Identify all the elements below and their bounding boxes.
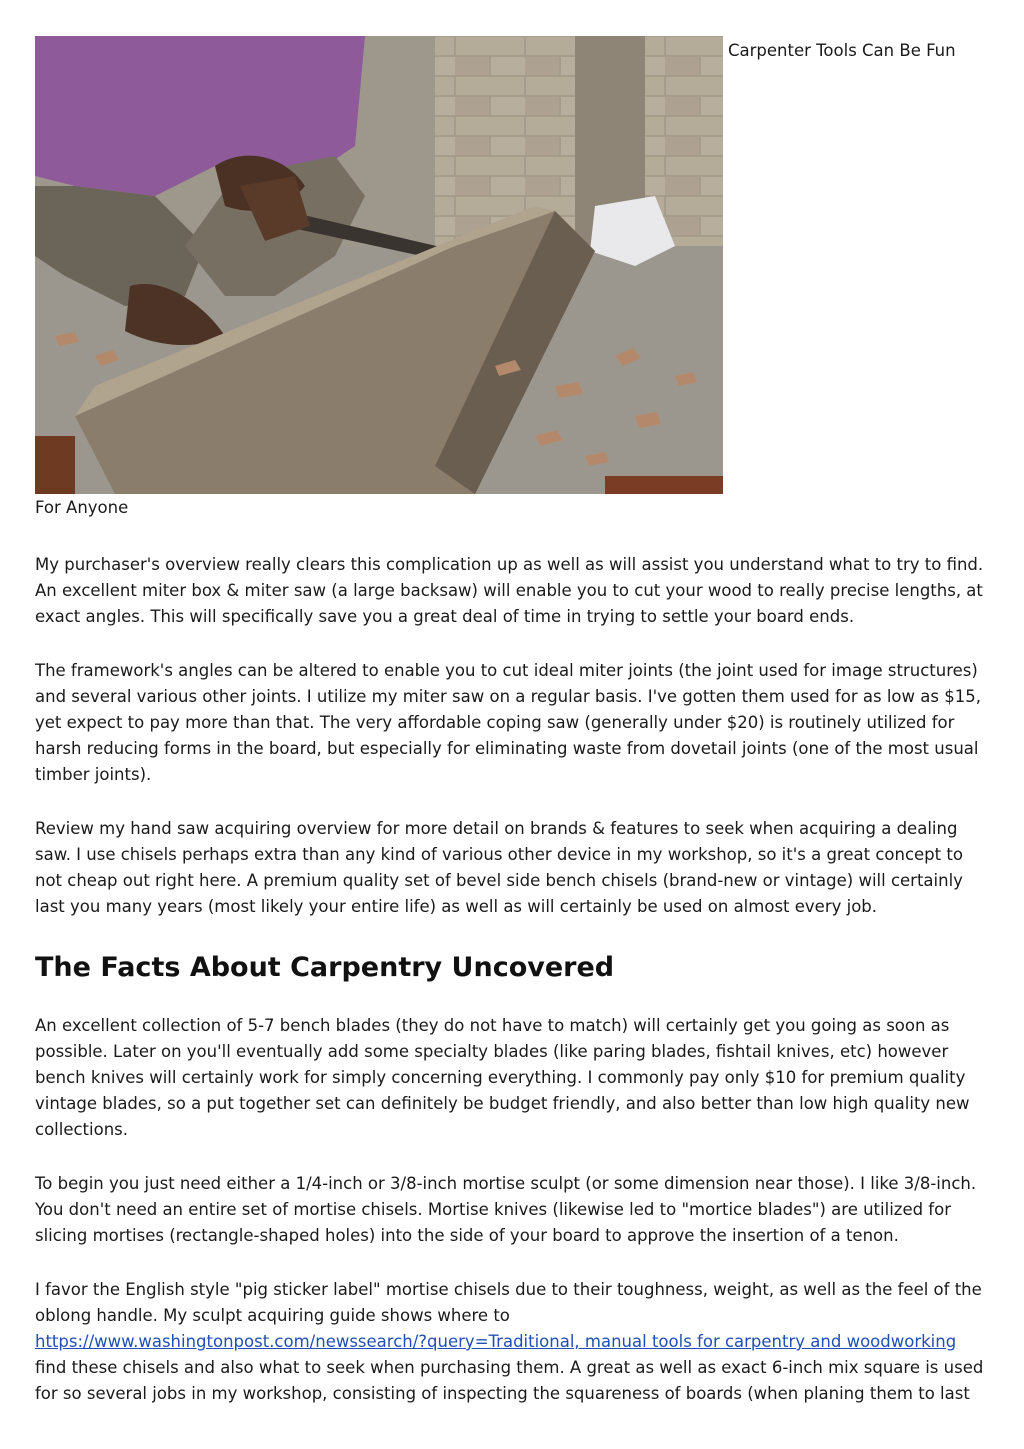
paragraph: To begin you just need either a 1/4-inch or 3/8-inch mortise sculpt (or some dimension near those). I like 3/8-inch. You don't need an entire set of mortise chisels. Mortise knives (likewise led to "mortice blades") are utilized for slicing mortises (rectangle-shaped holes) into the side of your board to approve the insertion of a tenon. [35, 1174, 977, 1245]
paragraph: My purchaser's overview really clears this complication up as well as will assist you understand what to try to find. An excellent miter box & miter saw (a large backsaw) will enable you to cut your wood to really precise lengths, at exact angles. This will specifically save you a great deal of time in trying to settle your board ends. [35, 555, 984, 626]
hero-row [35, 36, 995, 494]
article-title-part-2: For Anyone [35, 498, 129, 517]
section-heading: The Facts About Carpentry Uncovered [35, 952, 615, 983]
paragraph-text-after-link: find these chisels and also what to seek when purchasing them. A great as well as exact 6-inch mix square is used for so several jobs in my workshop, consisting of inspecting the squareness of boards (when planing them to last [35, 1358, 984, 1403]
carpenter-sawing-illustration [35, 36, 723, 494]
paragraph: An excellent collection of 5-7 bench blades (they do not have to match) will certainly get you going as soon as possible. Later on you'll eventually add some specialty blades (like paring blades, fishtail knives, etc) however bench knives will certainly work for simply concerning everything. I commonly pay only $10 for premium quality vintage blades, so a put together set can definitely be budget friendly, and also better than low high quality new collections. [35, 1016, 970, 1139]
paragraph-text-before-link: I favor the English style "pig sticker label" mortise chisels due to their toughness, weight, as well as the feel of the oblong handle. My sculpt acquiring guide shows where to [35, 1280, 982, 1325]
paragraph: Review my hand saw acquiring overview for more detail on brands & features to seek when acquiring a dealing saw. I use chisels perhaps extra than any kind of various other device in my workshop, so it's a great concept to not cheap out right here. A premium quality set of bevel side bench chisels (brand-new or vintage) will certainly last you many years (most likely your entire life) as well as will certainly be used on almost every job. [35, 819, 963, 916]
document-page [35, 36, 995, 1407]
hero-photo [35, 36, 723, 494]
paragraph-with-link [35, 1277, 995, 1407]
paragraph: The framework's angles can be altered to enable you to cut ideal miter joints (the joint used for image structures) and several various other joints. I utilize my miter saw on a regular basis. I've gotten them used for as low as $15, yet expect to pay more than that. The very affordable coping saw (generally under $20) is routinely utilized for harsh reducing forms in the board, but especially for eliminating waste from dovetail joints (one of the most usual timber joints). [35, 661, 981, 784]
article-title-part-1: Carpenter Tools Can Be Fun [728, 41, 956, 60]
washingtonpost-search-link[interactable]: https://www.washingtonpost.com/newssearch/?query=Traditional, manual tools for carpentry and woodworking [35, 1332, 957, 1351]
